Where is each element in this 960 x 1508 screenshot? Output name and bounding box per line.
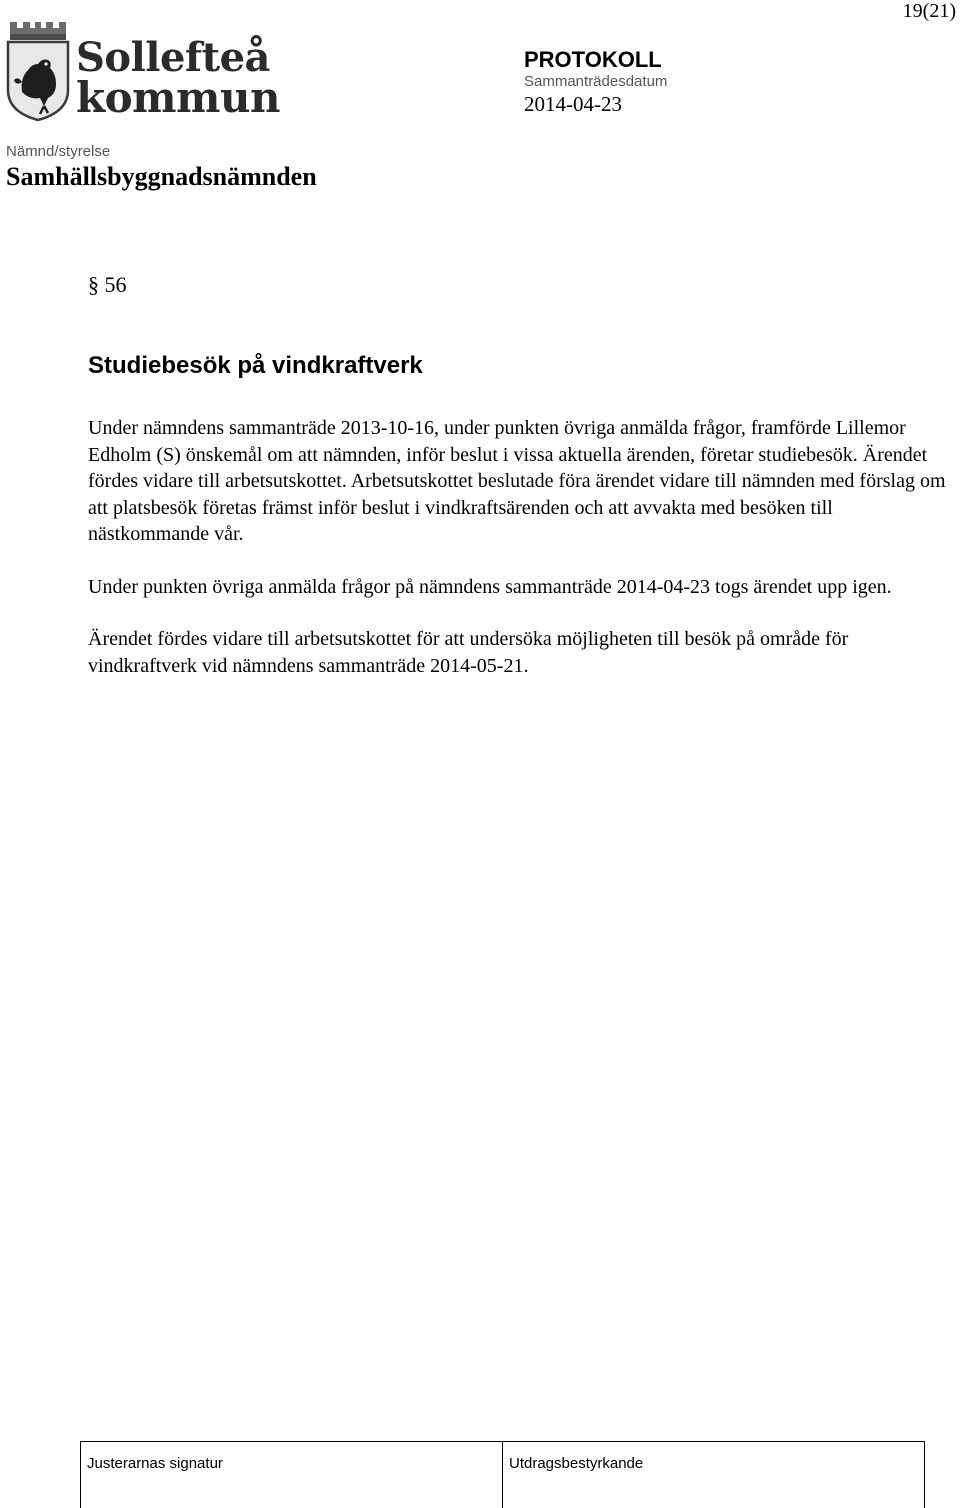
board-name: Samhällsbyggnadsnämnden bbox=[6, 162, 317, 191]
logo-line-sollefteå: Sollefteå bbox=[76, 34, 270, 81]
meeting-date: 2014-04-23 bbox=[524, 92, 622, 116]
section-body bbox=[88, 415, 954, 705]
paragraph: Under nämndens sammanträde 2013-10-16, under punkten övriga anmälda frågor, framförde Lillemor Edholm (S) önskemål om att nämnden, inför beslut i vissa aktuella ärenden, företar studiebesök. Ärendet fördes vidare till arbetsutskottet. Arbetsutskottet beslutade föra ärendet vidare till nämnden med förslag om att platsbesök företas främst inför beslut i vindkraftsärenden och att avvakta med besöken till nästkommande vår. bbox=[88, 417, 946, 545]
paragraph: Ärendet fördes vidare till arbetsutskottet för att undersöka möjligheten till besök på område för vindkraftverk vid nämndens sammanträde 2014-05-21. bbox=[88, 628, 849, 677]
board-label: Nämnd/styrelse bbox=[6, 143, 111, 160]
page-number: 19(21) bbox=[902, 0, 956, 22]
municipality-logo bbox=[4, 20, 281, 122]
logo-wordmark bbox=[76, 34, 281, 122]
section-title: Studiebesök på vindkraftverk bbox=[88, 352, 423, 379]
paragraph: Under punkten övriga anmälda frågor på nämndens sammanträde 2014-04-23 togs ärendet upp igen. bbox=[88, 575, 892, 598]
certification-field-label: Utdragsbestyrkande bbox=[509, 1455, 644, 1472]
meeting-date-label: Sammanträdesdatum bbox=[524, 73, 668, 90]
document-type: PROTOKOLL bbox=[524, 47, 662, 72]
coat-of-arms-icon bbox=[4, 20, 72, 122]
section-number: § 56 bbox=[88, 272, 127, 297]
signature-footer bbox=[80, 1441, 925, 1508]
signature-field-label: Justerarnas signatur bbox=[81, 1442, 503, 1508]
logo-line-kommun: kommun bbox=[76, 73, 281, 122]
